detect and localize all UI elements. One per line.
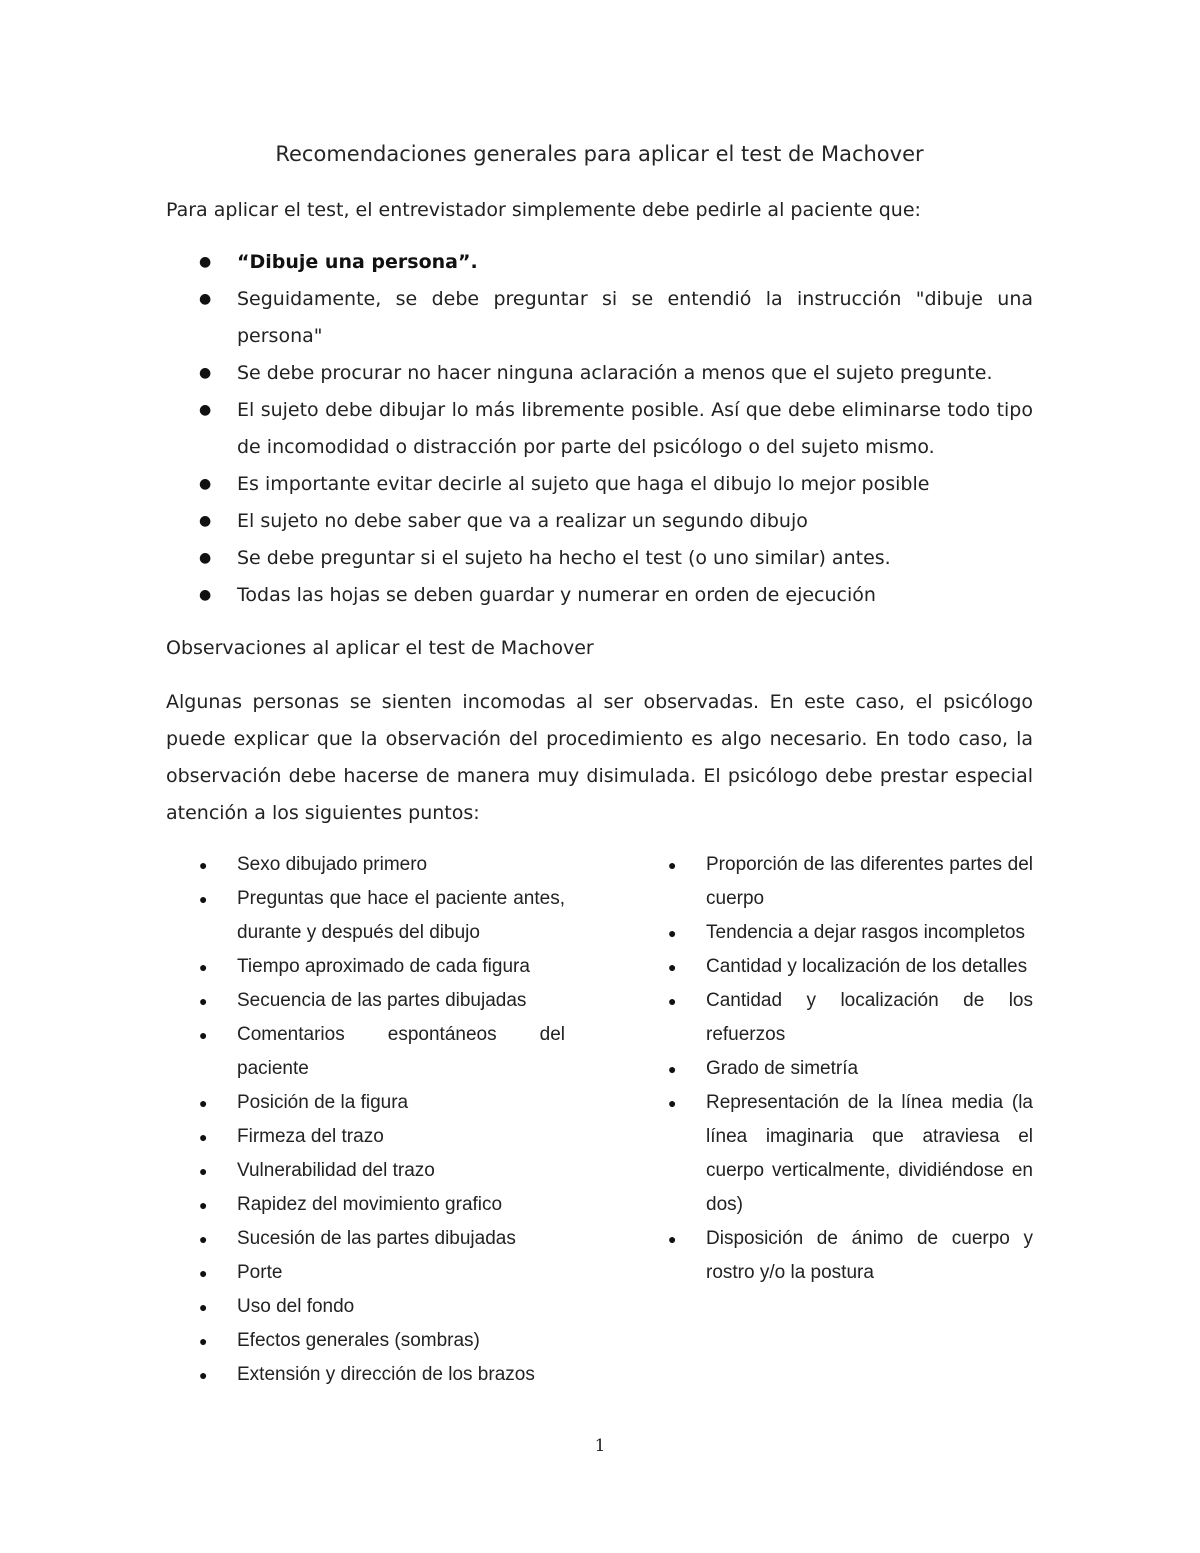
point-text: Proporción de las diferentes partes del cuerpo [706,854,1033,909]
bullet-icon: ● [668,1095,677,1111]
bullet-icon: ● [199,959,208,975]
point-text: Tendencia a dejar rasgos incompletos [706,922,1025,943]
point-item [166,1324,565,1358]
bullet-icon: ● [199,513,212,529]
point-text: Extensión y dirección de los brazos [237,1364,535,1385]
bullet-icon: ● [199,1367,208,1383]
instruction-text: Se debe procurar no hacer ninguna aclaración a menos que el sujeto pregunte. [237,362,993,384]
points-list-right [635,848,1033,1290]
bullet-icon: ● [199,1163,208,1179]
point-item [166,984,565,1018]
bullet-icon: ● [199,291,212,307]
instruction-item [166,355,1033,392]
bullet-icon: ● [199,1197,208,1213]
bullet-icon: ● [668,1061,677,1077]
bullet-icon: ● [199,476,212,492]
instruction-item [166,244,1033,281]
point-item [166,1154,565,1188]
point-item [166,1120,565,1154]
point-item [166,1290,565,1324]
point-item [166,1256,565,1290]
point-item [166,848,565,882]
bullet-icon: ● [199,402,212,418]
instructions-list [166,244,1033,614]
point-item [166,1018,565,1086]
point-text: Efectos generales (sombras) [237,1330,480,1351]
point-text: Firmeza del trazo [237,1126,384,1147]
point-item [635,984,1033,1052]
bullet-icon: ● [199,254,212,270]
instruction-item [166,281,1033,355]
point-text: Cantidad y localización de los detalles [706,956,1028,977]
point-text: Vulnerabilidad del trazo [237,1160,435,1181]
point-text: Sucesión de las partes dibujadas [237,1228,516,1249]
bullet-icon: ● [199,1299,208,1315]
point-text: Uso del fondo [237,1296,355,1317]
instruction-item [166,540,1033,577]
bullet-icon: ● [199,857,208,873]
point-text: Preguntas que hace el paciente antes, durante y después del dibujo [237,888,565,943]
instruction-text: El sujeto debe dibujar lo más libremente posible. Así que debe eliminarse todo tipo de incomodidad o distracción por parte del psicólogo o del sujeto mismo. [237,399,1033,458]
bullet-icon: ● [199,587,212,603]
page-number: 1 [594,1436,606,1456]
point-item [166,1086,565,1120]
instruction-text: Todas las hojas se deben guardar y numerar en orden de ejecución [237,584,876,606]
bullet-icon: ● [199,891,208,907]
observations-heading: Observaciones al aplicar el test de Machover [166,637,594,659]
point-text: Comentarios espontáneos del paciente [237,1024,565,1079]
bullet-icon: ● [199,993,208,1009]
bullet-icon: ● [199,1129,208,1145]
points-list-left [166,848,565,1392]
point-text: Porte [237,1262,283,1283]
intro-text: Para aplicar el test, el entrevistador simplemente debe pedirle al paciente que: [166,199,921,221]
point-text: Tiempo aproximado de cada figura [237,956,530,977]
instruction-item [166,466,1033,503]
point-item [635,1052,1033,1086]
point-item [166,1222,565,1256]
bullet-icon: ● [668,925,677,941]
instruction-item [166,503,1033,540]
instruction-item [166,577,1033,614]
bullet-icon: ● [668,1231,677,1247]
bullet-icon: ● [199,1265,208,1281]
point-item [166,882,565,950]
point-item [635,1222,1033,1290]
instruction-text: Seguidamente, se debe preguntar si se entendió la instrucción "dibuje una persona" [237,288,1033,347]
document-title: Recomendaciones generales para aplicar el test de Machover [275,142,924,166]
bullet-icon: ● [199,1027,208,1043]
instruction-item [166,392,1033,466]
point-text: Rapidez del movimiento grafico [237,1194,503,1215]
point-item [635,916,1033,950]
point-item [635,950,1033,984]
bullet-icon: ● [668,993,677,1009]
bullet-icon: ● [199,1333,208,1349]
instruction-text: Es importante evitar decirle al sujeto que haga el dibujo lo mejor posible [237,473,930,495]
point-item [635,848,1033,916]
bullet-icon: ● [199,1095,208,1111]
bullet-icon: ● [668,959,677,975]
bullet-icon: ● [668,857,677,873]
instruction-text: Se debe preguntar si el sujeto ha hecho el test (o uno similar) antes. [237,547,891,569]
point-item [166,950,565,984]
point-text: Grado de simetría [706,1058,859,1079]
point-item [166,1358,565,1392]
bullet-icon: ● [199,365,212,381]
point-text: Representación de la línea media (la línea imaginaria que atraviesa el cuerpo verticalmente, dividiéndose en dos) [706,1092,1033,1215]
point-text: Sexo dibujado primero [237,854,428,875]
instruction-text: El sujeto no debe saber que va a realizar un segundo dibujo [237,510,808,532]
point-item [635,1086,1033,1222]
point-item [166,1188,565,1222]
bullet-icon: ● [199,550,212,566]
point-text: Disposición de ánimo de cuerpo y rostro y/o la postura [706,1228,1033,1283]
point-text: Posición de la figura [237,1092,409,1113]
observations-paragraph: Algunas personas se sienten incomodas al ser observadas. En este caso, el psicólogo puede explicar que la observación del procedimiento es algo necesario. En todo caso, la observación debe hacerse de manera muy disimulada. El psicólogo debe prestar especial atención a los siguientes puntos: [166,691,1033,824]
point-text: Cantidad y localización de los refuerzos [706,990,1033,1045]
point-text: Secuencia de las partes dibujadas [237,990,527,1011]
instruction-text: “Dibuje una persona”. [237,251,478,273]
bullet-icon: ● [199,1231,208,1247]
